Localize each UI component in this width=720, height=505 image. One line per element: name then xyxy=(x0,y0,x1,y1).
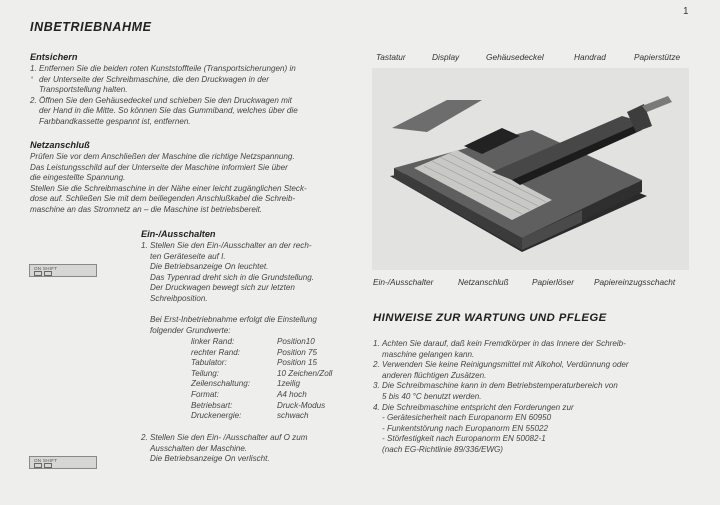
shift-led-icon xyxy=(44,271,52,276)
caption-ein-ausschalter: Ein-/Ausschalter xyxy=(373,277,434,287)
list-item: 1. Achten Sie darauf, daß kein Fremdkörper in das Innere der Schreib- maschine gelangen kann. xyxy=(373,339,626,359)
grundwerte-table xyxy=(191,337,332,422)
table-row: Betriebsart: Druck-Modus xyxy=(191,400,326,410)
on-led-icon xyxy=(34,463,42,468)
list-item: 2. Verwenden Sie keine Reinigungsmittel mit Alkohol, Verdünnung oder anderen flüchtigen Zusätzen. xyxy=(373,360,629,380)
on-led-icon xyxy=(34,271,42,276)
netzanschluss-text: Prüfen Sie vor dem Anschließen der Maschine die richtige Netzspannung. Das Leistungsschild auf der Unterseite der Maschine informiert Sie über die eingestellte Spannung. Stellen Sie die Schreibmaschine in der Nähe einer leicht zugänglichen Steck- dose auf. Schließen Sie mit dem beiliegenden Anschlußkabel die Schreib- maschine an das Stromnetz an – die Maschine ist betriebsbereit. xyxy=(30,152,307,214)
table-row: Format: A4 hoch xyxy=(191,389,307,399)
table-row: linker Rand: Position10 xyxy=(191,337,315,346)
table-row: Zeilenschaltung: 1zeilig xyxy=(191,379,300,389)
wartung-heading: HINWEISE ZUR WARTUNG UND PFLEGE xyxy=(373,312,607,324)
caption-display: Display xyxy=(432,52,460,62)
list-item: 1. Entfernen Sie die beiden roten Kunststoffteile (Transportsicherungen) in der Unterseite der Schreibmaschine, die den Druckwagen in der Transportstellung halten. xyxy=(30,64,296,95)
netzanschluss-heading: Netzanschluß xyxy=(30,140,90,150)
ein-ausschalten-heading: Ein-/Ausschalten xyxy=(141,229,216,239)
list-item: 4. Die Schreibmaschine entspricht den Forderungen zur - Gerätesicherheit nach Europanorm EN 60950 - Funkentstörung nach Europanorm EN 55022 - Störfestigkeit nach Europanorm EN 50082-1 (nach EG-Richtlinie 89/336/EWG) xyxy=(373,402,574,454)
caption-papiereinzugsschacht: Papiereinzugsschacht xyxy=(594,277,676,287)
caption-handrad: Handrad xyxy=(574,52,606,62)
list-item: 2. Stellen Sie den Ein- /Ausschalter auf O zum Ausschalten der Maschine. Die Betriebsanzeige On verlischt. xyxy=(141,433,308,464)
table-row: Teilung: 10 Zeichen/Zoll xyxy=(191,368,333,378)
caption-papierloeser: Papierlöser xyxy=(532,277,574,287)
typewriter-photo xyxy=(372,68,689,270)
caption-papierstuetze: Papierstütze xyxy=(634,52,681,62)
typewriter-illustration xyxy=(372,68,689,270)
caption-gehaeusedeckel: Gehäusedeckel xyxy=(486,52,544,62)
entsichern-heading: Entsichern xyxy=(30,52,78,62)
table-row: Tabulator: Position 15 xyxy=(191,358,318,368)
caption-tastatur: Tastatur xyxy=(376,52,406,62)
entsichern-list xyxy=(30,64,350,128)
list-item: 1. Stellen Sie den Ein-/Ausschalter an der rech- ten Geräteseite auf I. Die Betriebsanzeige On leuchtet. Das Typenrad dreht sich in die Grundstellung. Der Druckwagen bewegt sich zur letzten Schreibposition. xyxy=(141,241,315,303)
status-indicator-off: ON SHIFT xyxy=(29,456,97,469)
caption-netzanschluss: Netzanschluß xyxy=(458,277,509,287)
status-indicator-on: ON SHIFT xyxy=(29,264,97,277)
shift-led-icon xyxy=(44,463,52,468)
ein-step-2 xyxy=(141,433,356,465)
ein-step-1 xyxy=(141,241,351,305)
table-row: Druckenergie: schwach xyxy=(191,411,309,421)
table-row: rechter Rand: Position 75 xyxy=(191,347,318,357)
list-item: 3. Die Schreibmaschine kann in dem Betriebstemperaturbereich von 5 bis 40 °C benutzt werden. xyxy=(373,381,618,401)
margin-mark: ˚ xyxy=(31,76,34,85)
page-number: 1 xyxy=(683,6,689,17)
grundwerte-note: Bei Erst-Inbetriebnahme erfolgt die Einstellung folgender Grundwerte: xyxy=(150,315,317,335)
wartung-list xyxy=(373,339,695,456)
list-item: 2. Öffnen Sie den Gehäusedeckel und schieben Sie den Druckwagen mit der Hand in die Mitte. So können Sie das Gummiband, welches über die Farbbandkassette gespannt ist, entfernen. xyxy=(30,95,298,126)
page-title: INBETRIEBNAHME xyxy=(30,20,152,34)
